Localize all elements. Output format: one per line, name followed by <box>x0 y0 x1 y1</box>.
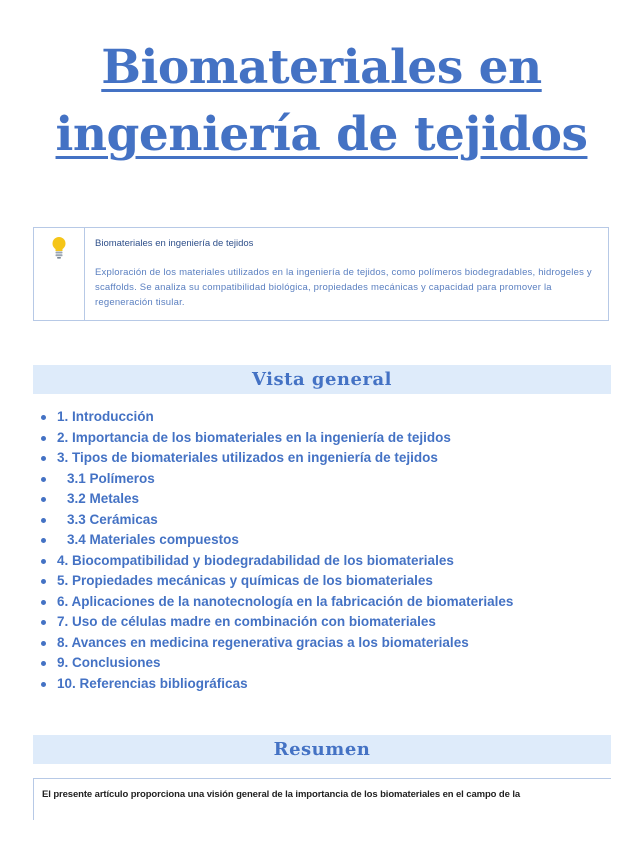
summary-heading: Resumen <box>33 735 611 764</box>
table-of-contents <box>40 407 620 694</box>
callout-box <box>33 227 609 321</box>
callout-body <box>85 228 608 320</box>
callout-heading: Biomateriales en ingeniería de tejidos <box>95 238 254 249</box>
toc-item[interactable]: 10. Referencias bibliográficas <box>40 674 620 695</box>
toc-subitem[interactable]: 3.3 Cerámicas <box>40 510 620 531</box>
page-title-line-2: ingeniería de tejidos <box>55 107 588 162</box>
lightbulb-icon <box>51 236 67 265</box>
toc-item[interactable]: 8. Avances en medicina regenerativa gracias a los biomateriales <box>40 633 620 654</box>
overview-heading: Vista general <box>33 365 611 394</box>
toc-subitem[interactable]: 3.4 Materiales compuestos <box>40 530 620 551</box>
callout-icon-column <box>34 228 85 320</box>
toc-item[interactable]: 6. Aplicaciones de la nanotecnología en la fabricación de biomateriales <box>40 592 620 613</box>
toc-item[interactable]: 9. Conclusiones <box>40 653 620 674</box>
toc-item[interactable]: 2. Importancia de los biomateriales en la ingeniería de tejidos <box>40 428 620 449</box>
toc-item[interactable]: 1. Introducción <box>40 407 620 428</box>
summary-text: El presente artículo proporciona una visión general de la importancia de los biomateriales en el campo de la <box>42 789 521 800</box>
toc-item[interactable]: 4. Biocompatibilidad y biodegradabilidad de los biomateriales <box>40 551 620 572</box>
page-title <box>0 34 643 168</box>
summary-box <box>33 778 611 820</box>
toc-item[interactable]: 7. Uso de células madre en combinación con biomateriales <box>40 612 620 633</box>
toc-item[interactable]: 5. Propiedades mecánicas y químicas de los biomateriales <box>40 571 620 592</box>
toc-subitem[interactable]: 3.2 Metales <box>40 489 620 510</box>
callout-text: Exploración de los materiales utilizados en la ingeniería de tejidos, como polímeros biodegradables, hidrogeles y scaffolds. Se analiza su compatibilidad biológica, propiedades mecánicas y capacidad para promover la regeneración tisular. <box>95 267 592 308</box>
toc-item[interactable]: 3. Tipos de biomateriales utilizados en ingeniería de tejidos <box>40 448 620 469</box>
page-title-line-1: Biomateriales en <box>101 40 542 95</box>
toc-subitem[interactable]: 3.1 Polímeros <box>40 469 620 490</box>
